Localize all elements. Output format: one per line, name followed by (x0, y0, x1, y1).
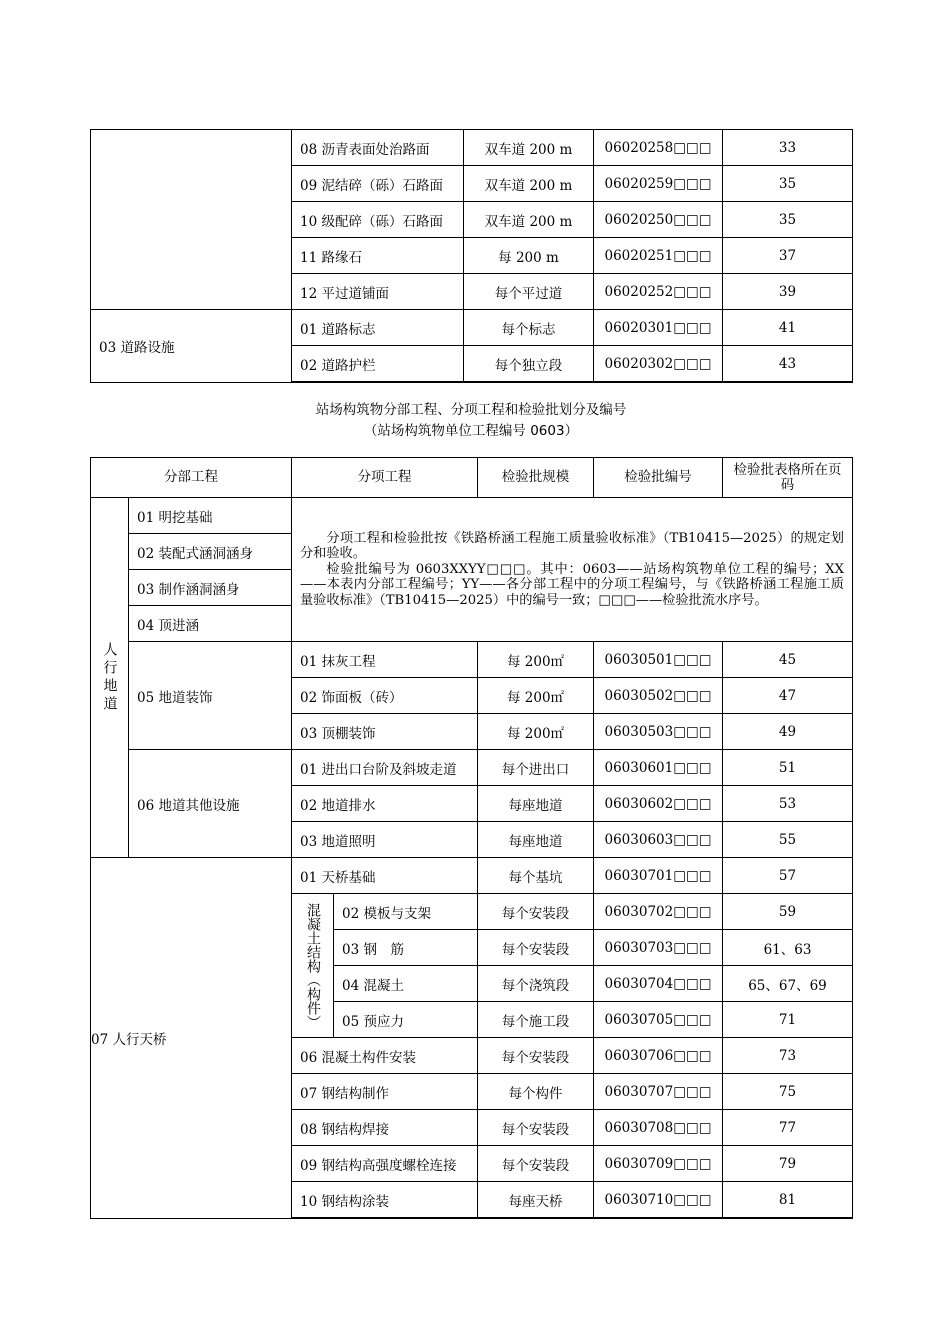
scale-cell: 每个安装段 (478, 1110, 594, 1146)
item-cell: 06 混凝土构件安装 (292, 1038, 478, 1074)
page-cell: 73 (723, 1038, 853, 1074)
page-cell: 45 (723, 642, 853, 678)
scale-cell: 每个安装段 (478, 1038, 594, 1074)
code-cell: 06030503□□□ (594, 714, 723, 750)
table-row (91, 750, 853, 786)
code-cell: 06020259□□□ (594, 166, 723, 202)
item-cell: 09 钢结构高强度螺栓连接 (292, 1146, 478, 1182)
item-cell: 08 钢结构焊接 (292, 1110, 478, 1146)
item-cell: 01 抹灰工程 (292, 642, 478, 678)
scale-cell: 每个构件 (478, 1074, 594, 1110)
group-label-underpass: 人行地道 (91, 498, 129, 858)
scale-cell: 双车道 200 m (464, 130, 594, 166)
code-cell: 06020250□□□ (594, 202, 723, 238)
scale-cell: 每个基坑 (478, 858, 594, 894)
page-cell: 65、67、69 (723, 966, 853, 1002)
code-cell: 06030708□□□ (594, 1110, 723, 1146)
page-cell: 37 (723, 238, 853, 274)
page-cell: 39 (723, 274, 853, 310)
division-item: 06 地道其他设施 (129, 750, 292, 858)
page-cell: 53 (723, 786, 853, 822)
table-row (91, 498, 853, 534)
table-row (91, 858, 853, 894)
item-cell: 01 天桥基础 (292, 858, 478, 894)
page-cell: 71 (723, 1002, 853, 1038)
header-division: 分部工程 (91, 458, 292, 498)
table-subtitle: （站场构筑物单位工程编号 0603） (363, 423, 579, 439)
page-cell: 47 (723, 678, 853, 714)
code-cell: 06030601□□□ (594, 750, 723, 786)
table-row (91, 310, 853, 346)
item-cell: 12 平过道铺面 (292, 274, 464, 310)
code-cell: 06020301□□□ (594, 310, 723, 346)
code-cell: 06030703□□□ (594, 930, 723, 966)
code-cell: 06030705□□□ (594, 1002, 723, 1038)
page-cell: 77 (723, 1110, 853, 1146)
division-item: 03 制作涵洞涵身 (129, 570, 292, 606)
scale-cell: 每座天桥 (478, 1182, 594, 1219)
code-cell: 06030501□□□ (594, 642, 723, 678)
page-cell: 59 (723, 894, 853, 930)
item-cell: 10 级配碎（砾）石路面 (292, 202, 464, 238)
item-cell: 08 沥青表面处治路面 (292, 130, 464, 166)
code-cell: 06020251□□□ (594, 238, 723, 274)
table-header-row (91, 458, 853, 498)
code-cell: 06030709□□□ (594, 1146, 723, 1182)
item-cell: 03 顶棚装饰 (292, 714, 478, 750)
table-title: 站场构筑物分部工程、分项工程和检验批划分及编号 (315, 402, 627, 418)
scale-cell: 每 200㎡ (478, 714, 594, 750)
empty-division-cell (91, 130, 292, 310)
scale-cell: 每 200 m (464, 238, 594, 274)
division-item: 01 明挖基础 (129, 498, 292, 534)
item-cell: 02 模板与支架 (334, 894, 478, 930)
table-continuation (90, 129, 853, 383)
scale-cell: 每个安装段 (478, 930, 594, 966)
item-cell: 02 地道排水 (292, 786, 478, 822)
item-cell: 03 地道照明 (292, 822, 478, 858)
item-cell: 01 进出口台阶及斜坡走道 (292, 750, 478, 786)
table-row (91, 642, 853, 678)
item-cell: 07 钢结构制作 (292, 1074, 478, 1110)
note-paragraph: 检验批编号为 0603XXYY□□□。其中：0603——站场构筑物单位工程的编号；XX——本表内分部工程编号；YY——各分部工程中的分项工程编号，与《铁路桥涵工程施工质量验收标准》（TB10415—2025）中的编号一致；□□□——检验批流水序号。 (300, 561, 844, 608)
item-cell: 11 路缘石 (292, 238, 464, 274)
item-cell: 09 泥结碎（砾）石路面 (292, 166, 464, 202)
page-cell: 35 (723, 166, 853, 202)
code-cell: 06030707□□□ (594, 1074, 723, 1110)
header-item: 分项工程 (292, 458, 478, 498)
page-cell: 41 (723, 310, 853, 346)
page-cell: 57 (723, 858, 853, 894)
scale-cell: 双车道 200 m (464, 166, 594, 202)
scale-cell: 双车道 200 m (464, 202, 594, 238)
note-paragraph: 分项工程和检验批按《铁路桥涵工程施工质量验收标准》（TB10415—2025）的规定划分和验收。 (300, 530, 844, 562)
scale-cell: 每座地道 (478, 822, 594, 858)
division-cell: 03 道路设施 (91, 310, 292, 383)
page-cell: 75 (723, 1074, 853, 1110)
table-row (91, 130, 853, 166)
code-cell: 06020252□□□ (594, 274, 723, 310)
scale-cell: 每个进出口 (478, 750, 594, 786)
division-item: 02 装配式涵洞涵身 (129, 534, 292, 570)
code-cell: 06030702□□□ (594, 894, 723, 930)
item-cell: 02 饰面板（砖） (292, 678, 478, 714)
scale-cell: 每个安装段 (478, 894, 594, 930)
code-cell: 06030704□□□ (594, 966, 723, 1002)
header-code: 检验批编号 (594, 458, 723, 498)
scale-cell: 每 200㎡ (478, 678, 594, 714)
item-cell: 02 道路护栏 (292, 346, 464, 383)
concrete-structure-label: 混凝土结构（构件） (292, 894, 334, 1038)
scale-cell: 每个浇筑段 (478, 966, 594, 1002)
page-cell: 55 (723, 822, 853, 858)
page-cell: 43 (723, 346, 853, 383)
scale-cell: 每个施工段 (478, 1002, 594, 1038)
page-cell: 79 (723, 1146, 853, 1182)
item-cell: 10 钢结构涂装 (292, 1182, 478, 1219)
scale-cell: 每座地道 (478, 786, 594, 822)
item-cell: 04 混凝土 (334, 966, 478, 1002)
code-cell: 06030602□□□ (594, 786, 723, 822)
code-cell: 06020302□□□ (594, 346, 723, 383)
page-cell: 61、63 (723, 930, 853, 966)
code-cell: 06030502□□□ (594, 678, 723, 714)
group-label-footbridge: 07 人行天桥 (91, 858, 292, 1219)
code-cell: 06030706□□□ (594, 1038, 723, 1074)
division-item: 05 地道装饰 (129, 642, 292, 750)
item-cell: 03 钢 筋 (334, 930, 478, 966)
division-item: 04 顶进涵 (129, 606, 292, 642)
page-cell: 51 (723, 750, 853, 786)
header-page: 检验批表格所在页码 (723, 458, 853, 498)
code-cell: 06030710□□□ (594, 1182, 723, 1219)
scale-cell: 每个平过道 (464, 274, 594, 310)
page-cell: 81 (723, 1182, 853, 1219)
page-cell: 35 (723, 202, 853, 238)
scale-cell: 每 200㎡ (478, 642, 594, 678)
code-cell: 06020258□□□ (594, 130, 723, 166)
item-cell: 01 道路标志 (292, 310, 464, 346)
code-cell: 06030603□□□ (594, 822, 723, 858)
scale-cell: 每个安装段 (478, 1146, 594, 1182)
code-cell: 06030701□□□ (594, 858, 723, 894)
scale-cell: 每个标志 (464, 310, 594, 346)
table-division (90, 457, 853, 1219)
note-cell (292, 498, 853, 642)
page-cell: 49 (723, 714, 853, 750)
scale-cell: 每个独立段 (464, 346, 594, 383)
item-cell: 05 预应力 (334, 1002, 478, 1038)
header-scale: 检验批规模 (478, 458, 594, 498)
page-cell: 33 (723, 130, 853, 166)
